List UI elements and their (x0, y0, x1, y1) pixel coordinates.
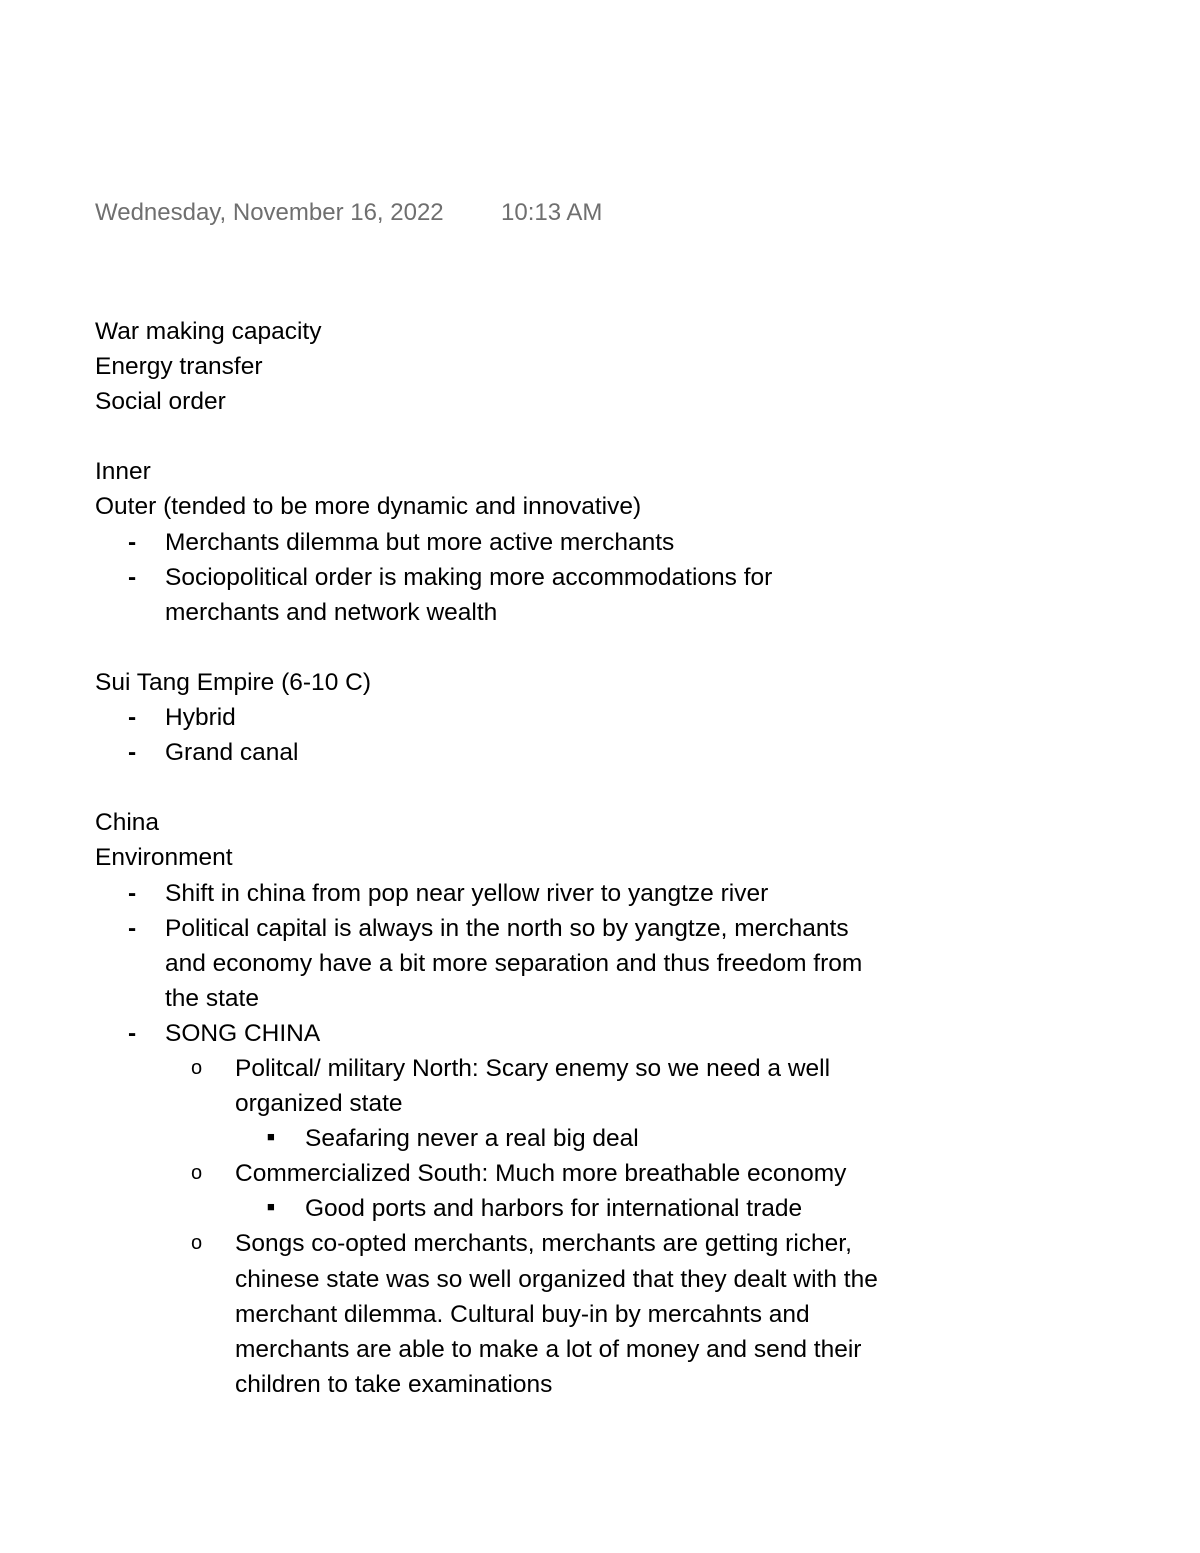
bullet-text: Grand canal (165, 739, 299, 767)
bullet-text: Sociopolitical order is making more accommodations for merchants and network wealth (165, 563, 773, 626)
section-title: China (95, 809, 160, 837)
dash-bullet-icon: - (128, 1019, 137, 1047)
bullet-item (95, 560, 925, 630)
bullet-item (95, 1016, 925, 1051)
bullet-item (95, 525, 925, 560)
sub-bullet-item (95, 1226, 925, 1401)
bullet-text: SONG CHINA (165, 1019, 321, 1047)
bullet-item (95, 700, 925, 735)
sub-bullet-item (95, 1051, 925, 1121)
sub-bullet-item (95, 1156, 925, 1191)
bullet-text: Songs co-opted merchants, merchants are getting richer, chinese state was so well organized that they dealt with the merchant dilemma. Cultural buy-in by mercahnts and merchants are able to make a lot of money and send their children to take examinations (235, 1230, 878, 1398)
bullet-text: Seafaring never a real big deal (305, 1125, 639, 1153)
dash-bullet-icon: - (128, 914, 137, 942)
note-header (95, 197, 602, 229)
note-line: Inner (95, 458, 151, 486)
bullet-item (95, 876, 925, 911)
dash-bullet-icon: - (128, 739, 137, 767)
dash-bullet-icon: - (128, 704, 137, 732)
sub-sub-bullet-item (95, 1191, 925, 1226)
section-title: Sui Tang Empire (6-10 C) (95, 668, 371, 696)
bullet-text: Commercialized South: Much more breathable economy (235, 1160, 847, 1188)
bullet-text: Politcal/ military North: Scary enemy so we need a well organized state (235, 1054, 831, 1118)
dash-bullet-icon: - (128, 879, 137, 907)
bullet-text: Hybrid (165, 704, 236, 732)
note-line: Outer (tended to be more dynamic and innovative) (95, 493, 642, 521)
note-time: 10:13 AM (501, 199, 603, 226)
bullet-item (95, 735, 925, 770)
square-bullet-icon: ■ (267, 1199, 275, 1215)
bullet-text: Merchants dilemma but more active merchants (165, 528, 675, 556)
square-bullet-icon: ■ (267, 1129, 275, 1145)
bullet-text: Shift in china from pop near yellow river to yangtze river (165, 879, 769, 907)
note-line: Energy transfer (95, 353, 263, 381)
note-line: Social order (95, 388, 226, 416)
bullet-item (95, 911, 925, 1016)
circle-bullet-icon: o (191, 1162, 203, 1185)
note-body (95, 314, 925, 1402)
bullet-text: Political capital is always in the north so by yangtze, merchants and economy have a bit more separation and thus freedom from the state (165, 914, 863, 1012)
bullet-text: Good ports and harbors for international trade (305, 1195, 803, 1223)
dash-bullet-icon: - (128, 563, 137, 591)
note-date: Wednesday, November 16, 2022 (95, 199, 444, 226)
note-line: War making capacity (95, 318, 322, 345)
note-line: Environment (95, 844, 233, 872)
dash-bullet-icon: - (128, 528, 137, 556)
circle-bullet-icon: o (191, 1056, 203, 1079)
sub-sub-bullet-item (95, 1121, 925, 1156)
circle-bullet-icon: o (191, 1232, 203, 1255)
